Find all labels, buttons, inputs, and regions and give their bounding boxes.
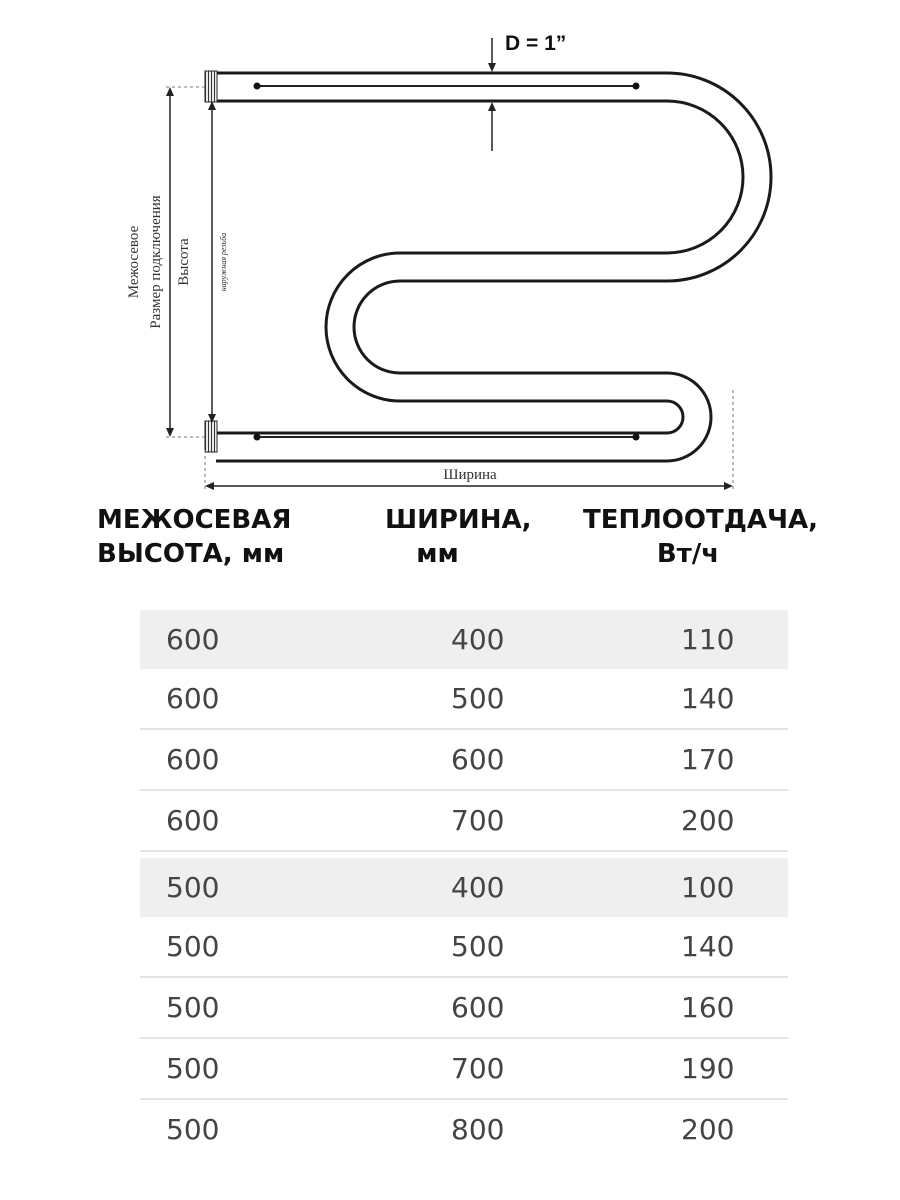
width-dimension [205,482,733,490]
table-row [140,669,788,730]
cell-width: 700 [451,1052,505,1085]
thread-dimension [208,101,216,423]
cell-height: 500 [166,930,220,963]
towel-rail-diagram [0,0,900,500]
cell-width: 600 [451,991,505,1024]
cell-width: 700 [451,804,505,837]
cell-heat: 200 [681,804,735,837]
cell-height: 500 [166,1113,220,1146]
cell-height: 500 [166,991,220,1024]
header-width [385,503,550,571]
cell-heat: 160 [681,991,735,1024]
cell-width: 400 [451,871,505,904]
table-row [140,730,788,791]
vertical-label-line-3: Высота [176,238,192,286]
height-dimension [166,87,174,437]
cell-height: 500 [166,871,220,904]
pipe-diameter-label: D = 1” [505,32,567,55]
header-height-line2: ВЫСОТА, мм [97,539,285,569]
vertical-label-line-2: Размер подключения [148,195,164,329]
header-width-line2: мм [416,539,459,569]
cell-height: 600 [166,682,220,715]
cell-heat: 140 [681,682,735,715]
cell-heat: 190 [681,1052,735,1085]
thread-bottom [205,421,217,452]
vertical-label-line-1: Межосевое [126,225,142,299]
cell-width: 800 [451,1113,505,1146]
header-height [97,503,291,571]
extension-lines [166,87,733,492]
cell-height: 600 [166,623,220,656]
cell-width: 600 [451,743,505,776]
header-heat-line2: Вт/ч [656,539,720,569]
cell-heat: 200 [681,1113,735,1146]
header-heat-line1: ТЕПЛООТДАЧА, [582,505,819,535]
cell-width: 500 [451,682,505,715]
pipe-inner [216,87,757,447]
table-row [140,1100,788,1159]
cell-height: 500 [166,1052,220,1085]
thread-top [205,71,217,102]
table-row [140,978,788,1039]
cell-heat: 110 [681,623,735,656]
header-height-line1: МЕЖОСЕВАЯ [97,505,292,535]
table-row [140,610,788,669]
cell-width: 400 [451,623,505,656]
specs-table [140,610,788,1159]
table-row [140,917,788,978]
table-row [140,1039,788,1100]
cell-heat: 140 [681,930,735,963]
cell-height: 600 [166,743,220,776]
thread-label: наружная резьба [219,232,228,292]
header-heat [568,503,833,571]
cell-heat: 100 [681,871,735,904]
header-width-line1: ШИРИНА, [385,505,532,535]
table-row [140,791,788,852]
cell-heat: 170 [681,743,735,776]
cell-width: 500 [451,930,505,963]
table-row [140,858,788,917]
width-label: Ширина [443,467,497,483]
cell-height: 600 [166,804,220,837]
